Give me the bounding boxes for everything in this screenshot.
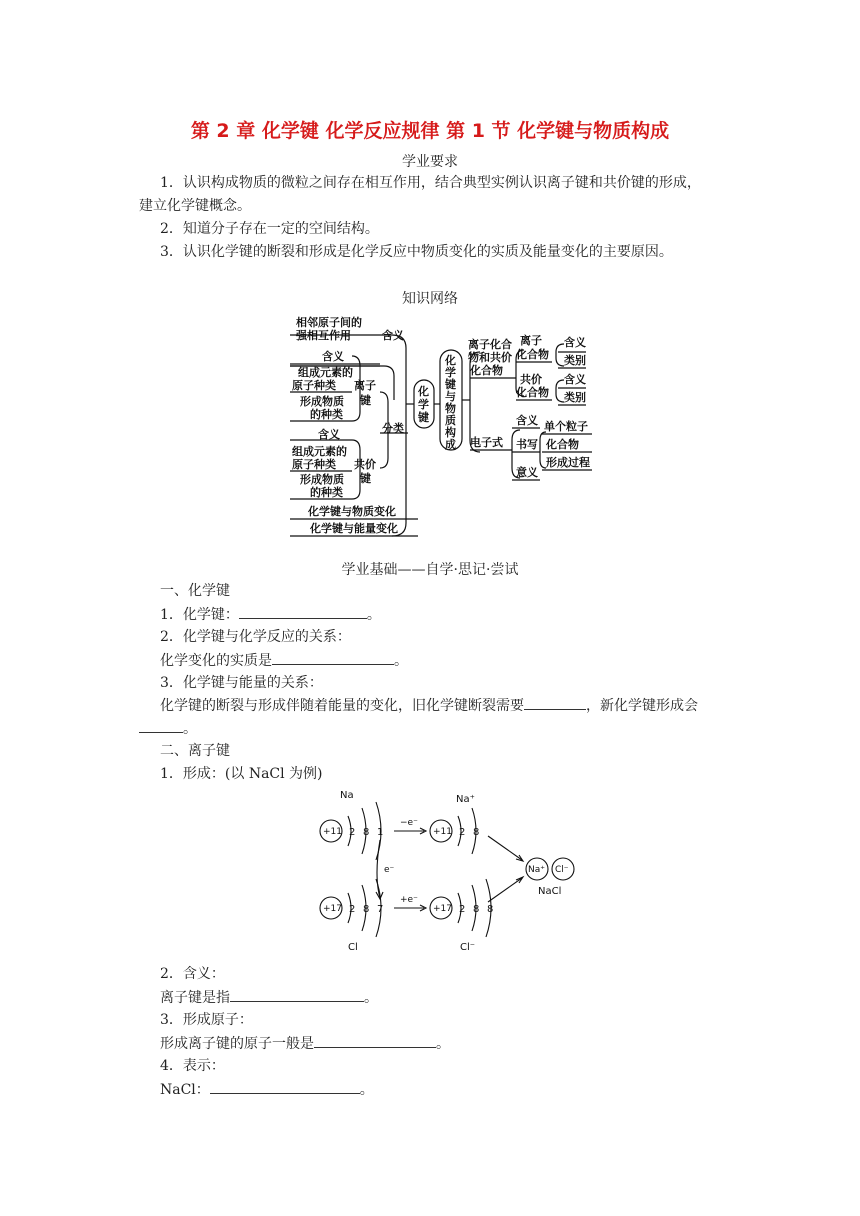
covalent-item-substance-2: 的种类 bbox=[310, 486, 343, 499]
cl-label: Cl bbox=[348, 942, 358, 953]
product-cl: Cl⁻ bbox=[555, 865, 569, 875]
covalent-item-elements-2: 原子种类 bbox=[292, 458, 336, 471]
electron-transfer: e⁻ bbox=[384, 865, 395, 875]
covalent-tag-1: 共价 bbox=[354, 458, 376, 471]
na-ion-nucleus: +11 bbox=[433, 827, 452, 837]
right-center-6: 质 bbox=[445, 414, 456, 427]
na-shell-3: 1 bbox=[377, 827, 384, 838]
section2-item3: 3．形成原子： bbox=[160, 1012, 253, 1028]
ionic-item-elements-1: 组成元素的 bbox=[298, 366, 353, 379]
ionic-compound-category: 类别 bbox=[564, 354, 586, 367]
blank-chemical-change[interactable] bbox=[272, 650, 394, 665]
center-char-1: 化 bbox=[418, 385, 429, 398]
section1-heading: 一、化学键 bbox=[160, 583, 230, 599]
cl-shell-3: 7 bbox=[377, 904, 384, 915]
center-char-2: 学 bbox=[418, 398, 429, 411]
definition-line-2: 强相互作用 bbox=[296, 329, 351, 342]
ionic-compound-2: 化合物 bbox=[516, 348, 549, 361]
classify-tag: 分类 bbox=[382, 422, 404, 435]
section1-item2-line: 化学变化的实质是 。 bbox=[160, 650, 408, 671]
blank-chemical-bond[interactable] bbox=[239, 604, 367, 619]
bottom-item-1: 化学键与物质变化 bbox=[308, 505, 396, 518]
product-na: Na⁺ bbox=[528, 865, 545, 875]
network-heading: 知识网络 bbox=[402, 291, 458, 307]
section1-item2: 2．化学键与化学反应的关系： bbox=[160, 629, 351, 645]
writing-compound: 化合物 bbox=[546, 438, 579, 451]
covalent-compound-meaning: 含义 bbox=[564, 373, 586, 386]
covalent-item-elements-1: 组成元素的 bbox=[292, 445, 347, 458]
covalent-compound-1: 共价 bbox=[520, 373, 542, 386]
page-title: 第 2 章 化学键 化学反应规律 第 1 节 化学键与物质构成 bbox=[190, 120, 670, 142]
na-ion-shell-2: 8 bbox=[473, 827, 480, 838]
definition-tag: 含义 bbox=[382, 329, 404, 342]
section2-item2-line: 离子键是指 。 bbox=[160, 987, 378, 1008]
basics-heading: 学业基础——自学·思记·尝试 bbox=[341, 562, 519, 578]
compounds-tag-1: 离子化合 bbox=[468, 338, 512, 351]
requirement-3: 3．认识化学键的断裂和形成是化学反应中物质变化的实质及能量变化的主要原因。 bbox=[160, 244, 673, 260]
blank-energy-form[interactable] bbox=[139, 718, 183, 733]
ef-writing: 书写 bbox=[516, 438, 538, 451]
compounds-tag-2: 物和共价 bbox=[468, 351, 512, 364]
covalent-compound-category: 类别 bbox=[564, 391, 586, 404]
cl-ion-shell-1: 2 bbox=[459, 904, 466, 915]
knowledge-network-diagram bbox=[280, 308, 600, 544]
section1-item3: 3．化学键与能量的关系： bbox=[160, 675, 323, 691]
na-ion-label: Na⁺ bbox=[456, 794, 475, 805]
right-center-3: 键 bbox=[445, 378, 456, 391]
section2-item3-line: 形成离子键的原子一般是 。 bbox=[160, 1033, 450, 1054]
ionic-item-elements-2: 原子种类 bbox=[292, 379, 336, 392]
ionic-compound-1: 离子 bbox=[520, 334, 542, 347]
na-ion-shell-1: 2 bbox=[459, 827, 466, 838]
blank-nacl-representation[interactable] bbox=[210, 1079, 360, 1094]
cl-shell-1: 2 bbox=[349, 904, 356, 915]
requirement-1-cont: 建立化学键概念。 bbox=[139, 198, 251, 214]
electron-formula: 电子式 bbox=[470, 436, 503, 449]
ionic-item-meaning: 含义 bbox=[322, 350, 344, 363]
gain-electron: +e⁻ bbox=[400, 895, 418, 905]
cl-shell-2: 8 bbox=[363, 904, 370, 915]
ionic-tag-2: 键 bbox=[360, 394, 371, 407]
section2-item2: 2．含义： bbox=[160, 966, 225, 982]
right-center-8: 成 bbox=[445, 438, 456, 451]
right-center-7: 构 bbox=[445, 426, 456, 439]
right-center-2: 学 bbox=[445, 366, 456, 379]
covalent-item-substance-1: 形成物质 bbox=[300, 473, 344, 486]
ionic-item-substance-1: 形成物质 bbox=[300, 395, 344, 408]
bottom-item-2: 化学键与能量变化 bbox=[310, 522, 398, 535]
center-char-3: 键 bbox=[418, 411, 429, 424]
writing-process: 形成过程 bbox=[546, 456, 590, 469]
product-label: NaCl bbox=[538, 886, 562, 897]
section2-item4-line: NaCl： 。 bbox=[160, 1079, 374, 1100]
compounds-tag-3: 化合物 bbox=[470, 364, 503, 377]
blank-energy-break[interactable] bbox=[524, 695, 586, 710]
right-center-5: 物 bbox=[445, 402, 456, 415]
section2-heading: 二、离子键 bbox=[160, 743, 230, 759]
section1-item1: 1．化学键： 。 bbox=[160, 604, 381, 625]
cl-ion-shell-2: 8 bbox=[473, 904, 480, 915]
cl-ion-shell-3: 8 bbox=[487, 904, 494, 915]
writing-single: 单个粒子 bbox=[544, 420, 588, 433]
requirements-heading: 学业要求 bbox=[402, 154, 458, 170]
na-shell-2: 8 bbox=[363, 827, 370, 838]
na-shell-1: 2 bbox=[349, 827, 356, 838]
section1-item3-line: 化学键的断裂与形成伴随着能量的变化，旧化学键断裂需要 ，新化学键形成会 bbox=[160, 695, 698, 716]
ionic-tag-1: 离子 bbox=[354, 379, 376, 392]
covalent-compound-2: 化合物 bbox=[516, 386, 549, 399]
section2-item1: 1．形成：(以 NaCl 为例) bbox=[160, 766, 323, 782]
right-center-4: 与 bbox=[445, 390, 456, 403]
ef-significance: 意义 bbox=[516, 466, 538, 479]
definition-line-1: 相邻原子间的 bbox=[296, 316, 362, 329]
requirement-1: 1．认识构成物质的微粒之间存在相互作用，结合典型实例认识离子键和共价键的形成， bbox=[160, 175, 701, 191]
nacl-formation-diagram bbox=[310, 786, 590, 956]
blank-ionic-meaning[interactable] bbox=[230, 987, 364, 1002]
ionic-compound-meaning: 含义 bbox=[564, 336, 586, 349]
requirement-2: 2．知道分子存在一定的空间结构。 bbox=[160, 221, 379, 237]
lose-electron: −e⁻ bbox=[400, 818, 418, 828]
cl-nucleus: +17 bbox=[323, 904, 342, 914]
covalent-tag-2: 键 bbox=[360, 472, 371, 485]
ef-meaning: 含义 bbox=[516, 414, 538, 427]
covalent-item-meaning: 含义 bbox=[318, 428, 340, 441]
section2-item4: 4．表示： bbox=[160, 1058, 225, 1074]
blank-forming-atoms[interactable] bbox=[314, 1033, 436, 1048]
na-nucleus: +11 bbox=[323, 827, 342, 837]
cl-ion-nucleus: +17 bbox=[433, 904, 452, 914]
section1-item3-cont: 。 bbox=[139, 718, 197, 739]
na-label: Na bbox=[340, 790, 354, 801]
ionic-item-substance-2: 的种类 bbox=[310, 408, 343, 421]
cl-ion-label: Cl⁻ bbox=[460, 942, 476, 953]
right-center-1: 化 bbox=[445, 354, 456, 367]
